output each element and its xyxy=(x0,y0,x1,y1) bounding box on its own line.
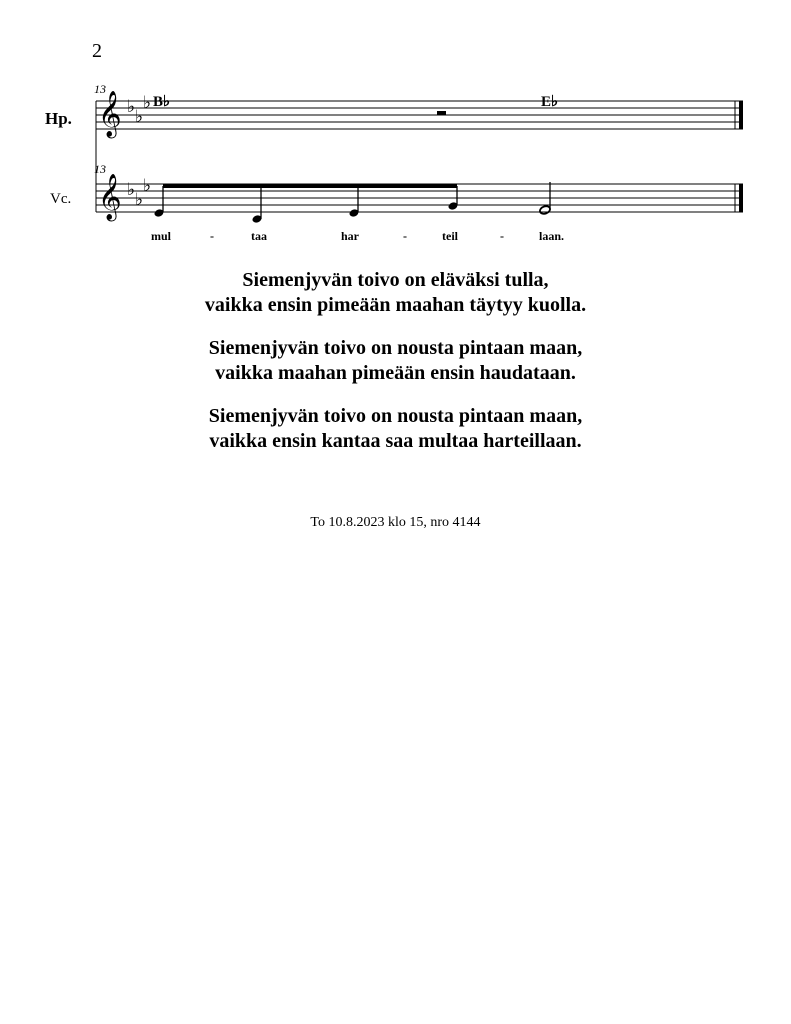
beam xyxy=(163,184,457,188)
lyric-syllable: mul xyxy=(151,229,172,243)
date-footer: To 10.8.2023 klo 15, nro 4144 xyxy=(310,515,481,530)
svg-text:♭: ♭ xyxy=(143,93,152,113)
svg-text:♭: ♭ xyxy=(135,107,144,127)
lyric-syllable: laan. xyxy=(539,229,565,243)
stanza-3 xyxy=(0,404,791,454)
harp-end-thick-barline xyxy=(739,101,743,129)
lyric-syllable: taa xyxy=(251,229,267,243)
svg-text:♭: ♭ xyxy=(135,190,144,210)
stanza-2 xyxy=(0,336,791,386)
treble-clef-icon: 𝄞 xyxy=(98,174,122,220)
harp-measure-number: 13 xyxy=(94,82,106,96)
chord-symbol-1: B♭ xyxy=(153,94,171,110)
half-note xyxy=(539,182,551,215)
harp-staff-lines xyxy=(96,101,743,129)
score xyxy=(0,0,791,250)
voice-end-thick-barline xyxy=(739,184,743,212)
verse-line: vaikka ensin kantaa saa multaa harteillaan. xyxy=(209,430,582,452)
voice-staff-lines xyxy=(96,184,743,212)
voice-measure-number: 13 xyxy=(94,162,106,176)
treble-clef-icon: 𝄞 xyxy=(98,91,122,137)
page-number: 2 xyxy=(92,40,102,62)
lyric-hyphen: - xyxy=(403,229,407,243)
verses xyxy=(0,268,791,472)
stanza-1 xyxy=(0,268,791,318)
verse-line: vaikka maahan pimeään ensin haudataan. xyxy=(215,362,576,384)
beamed-eighth-notes xyxy=(154,184,459,224)
chord-symbol-2: E♭ xyxy=(541,94,559,110)
svg-text:♭: ♭ xyxy=(127,180,136,200)
verse-line: Siemenjyvän toivo on nousta pintaan maan, xyxy=(208,405,583,427)
lyric-syllable: har xyxy=(341,229,359,243)
harp-label: Hp. xyxy=(45,109,72,128)
voice-label: Vc. xyxy=(50,191,72,207)
lyric-syllable: teil xyxy=(442,229,458,243)
verse-line: Siemenjyvän toivo on eläväksi tulla, xyxy=(242,269,549,291)
lyric-hyphen: - xyxy=(210,229,214,243)
svg-text:♭: ♭ xyxy=(127,97,136,117)
svg-text:♭: ♭ xyxy=(143,176,152,196)
whole-rest-icon xyxy=(437,111,446,115)
lyric-hyphen: - xyxy=(500,229,504,243)
verse-line: vaikka ensin pimeään maahan täytyy kuolla. xyxy=(204,294,587,316)
lyrics xyxy=(151,229,564,243)
verse-line: Siemenjyvän toivo on nousta pintaan maan, xyxy=(208,337,583,359)
